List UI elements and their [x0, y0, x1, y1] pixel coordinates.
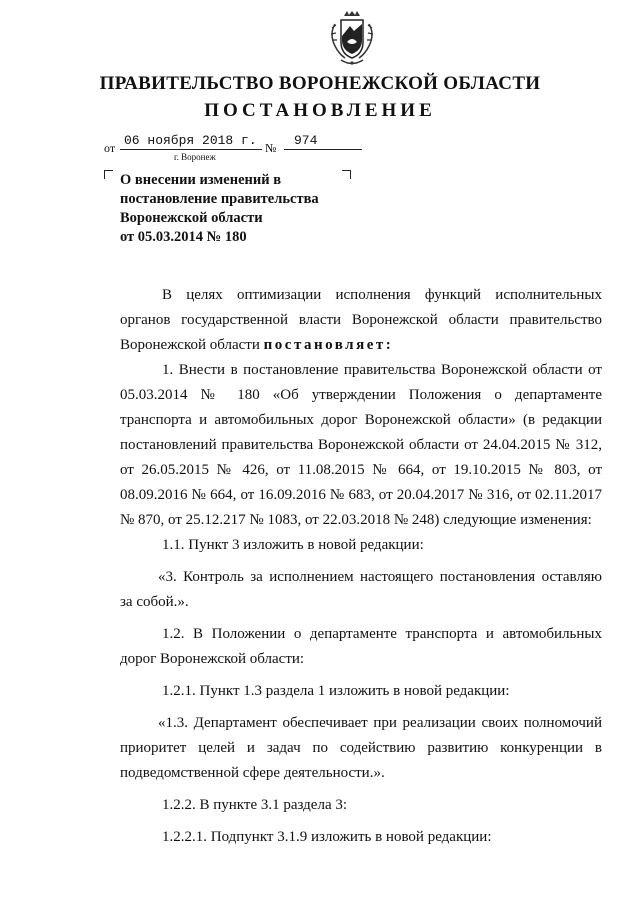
coat-of-arms-icon [327, 10, 377, 68]
paragraph-1: 1. Внести в постановление правительства Воронежской области от 05.03.2014 № 180 «Об утверждении Положения о департаменте транспорта и автомобильных дорог Воронежской области» (в редакции постановлений правительства Воронежской области от 24.04.2015 № 312, от 26.05.2015 № 426, от 11.08.2015 № 664, от 19.10.2015 № 803, от 08.09.2016 № 664, от 16.09.2016 № 683, от 20.04.2017 № 316, от 02.11.2017 № 870, от 25.12.217 № 1083, от 22.03.2018 № 248) следующие изменения: [120, 362, 602, 528]
intro-paragraph [120, 283, 602, 358]
document-kind: ПОСТАНОВЛЕНИЕ [204, 100, 436, 121]
document-number: 974 [284, 133, 362, 150]
paragraph-1-1-quote: «3. Контроль за исполнением настоящего постановления оставляю за собой.». [120, 569, 602, 610]
subject-line: от 05.03.2014 № 180 [120, 229, 247, 245]
subject-line: О внесении изменений в [120, 172, 282, 188]
document-date: 06 ноября 2018 г. [120, 133, 262, 150]
date-prefix: от [104, 141, 116, 155]
subject-line: постановление правительства [120, 191, 319, 207]
document-body [120, 283, 602, 850]
government-title: ПРАВИТЕЛЬСТВО ВОРОНЕЖСКОЙ ОБЛАСТИ [99, 73, 541, 94]
subject-line: Воронежской области [120, 210, 263, 226]
paragraph-1-2-1-quote: «1.3. Департамент обеспечивает при реализации своих полномочий приоритет целей и задач по содействию развитию конкуренции в подведомственной сфере деятельности.». [120, 715, 602, 781]
decree-word: постановляет: [263, 337, 394, 353]
paragraph-1-2: 1.2. В Положении о департаменте транспорта и автомобильных дорог Воронежской области: [120, 626, 602, 667]
date-number-line [104, 133, 364, 173]
subject-corner-left [104, 170, 113, 179]
intro-text: В целях оптимизации исполнения функций исполнительных органов государственной власти Воронежской области правительство Воронежской области [120, 287, 602, 353]
city: г. Воронеж [174, 152, 216, 162]
paragraph-1-2-1: 1.2.1. Пункт 1.3 раздела 1 изложить в новой редакции: [162, 683, 510, 699]
paragraph-1-1: 1.1. Пункт 3 изложить в новой редакции: [162, 537, 424, 553]
number-sign: № [265, 141, 277, 155]
paragraph-1-2-2-1: 1.2.2.1. Подпункт 3.1.9 изложить в новой редакции: [162, 829, 492, 845]
paragraph-1-2-2: 1.2.2. В пункте 3.1 раздела 3: [162, 797, 348, 813]
document-subject [120, 171, 350, 247]
